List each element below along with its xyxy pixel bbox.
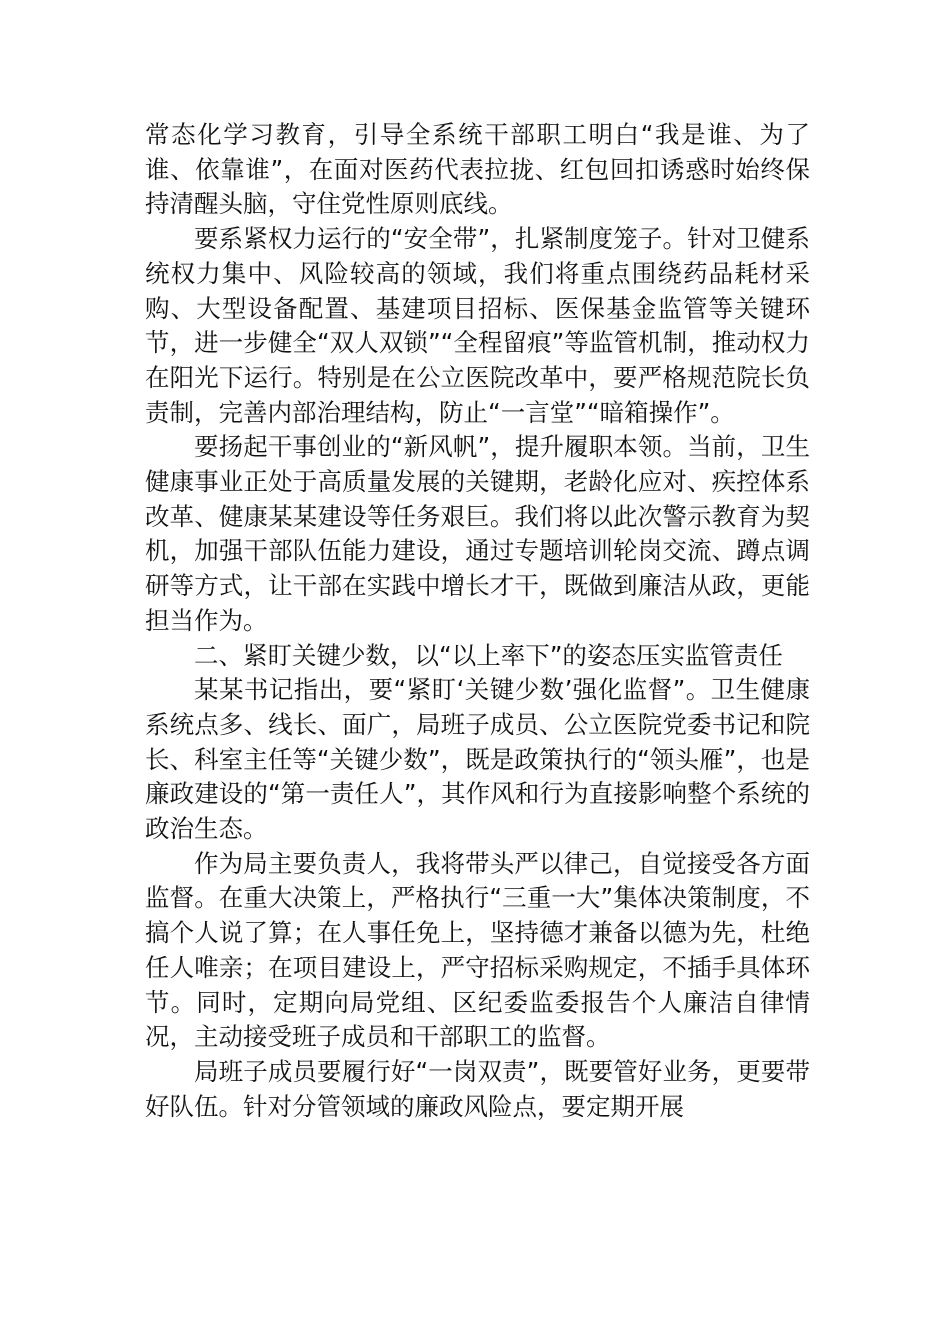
paragraph-chief-responsibility: 作为局主要负责人，我将带头严以律己，自觉接受各方面监督。在重大决策上，严格执行“三重一大”集体决策制度，不搞个人说了算；在人事任免上，坚持德才兼备以德为先，杜绝任人唯亲；在项目建设上，严守招标采购规定，不插手具体环节。同时，定期向局党组、区纪委监委报告个人廉洁自律情况，主动接受班子成员和干部职工的监督。 <box>145 848 810 1052</box>
paragraph-key-minority: 某某书记指出，要“紧盯‘关键少数’强化监督”。卫生健康系统点多、线长、面广，局班子成员、公立医院党委书记和院长、科室主任等“关键少数”，既是政策执行的“领头雁”，也是廉政建设的“第一责任人”，其作风和行为直接影响整个系统的政治生态。 <box>145 675 810 844</box>
paragraph-team-members: 局班子成员要履行好“一岗双责”，既要管好业务，更要带好队伍。针对分管领域的廉政风险点，要定期开展 <box>145 1056 810 1121</box>
paragraph-safety-belt: 要系紧权力运行的“安全带”，扎紧制度笼子。针对卫健系统权力集中、风险较高的领域，我们将重点围绕药品耗材采购、大型设备配置、基建项目招标、医保基金监管等关键环节，进一步健全“双人双锁”“全程留痕”等监管机制，推动权力在阳光下运行。特别是在公立医院改革中，要严格规范院长负责制，完善内部治理结构，防止“一言堂”“暗箱操作”。 <box>145 224 810 427</box>
section-heading-2: 二、紧盯关键少数，以“以上率下”的姿态压实监管责任 <box>194 640 783 670</box>
paragraph-new-sail: 要扬起干事创业的“新风帆”，提升履职本领。当前，卫生健康事业正处于高质量发展的关键期，老龄化应对、疾控体系改革、健康某某建设等任务艰巨。我们将以此次警示教育为契机，加强干部队伍能力建设，通过专题培训轮岗交流、蹲点调研等方式，让干部在实践中增长才干，既做到廉洁从政，更能担当作为。 <box>145 432 810 635</box>
paragraph-continued: 常态化学习教育，引导全系统干部职工明白“我是谁、为了谁、依靠谁”，在面对医药代表拉拢、红包回扣诱惑时始终保持清醒头脑，守住党性原则底线。 <box>145 120 810 219</box>
document-body <box>145 118 810 1124</box>
